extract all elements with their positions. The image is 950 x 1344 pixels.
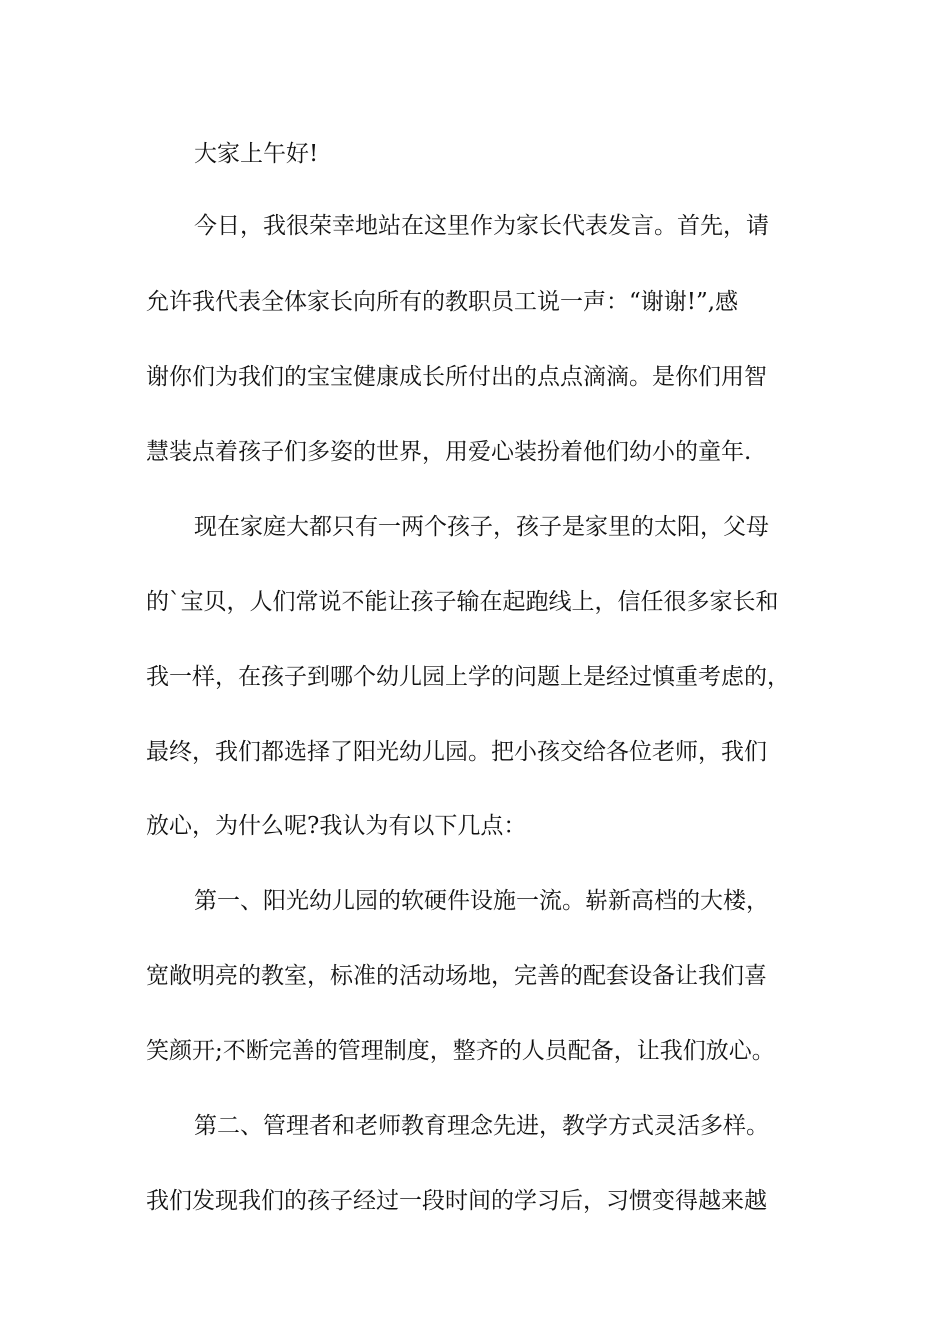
paragraph-line: 笑颜开;不断完善的管理制度，整齐的人员配备，让我们放心。 [146, 1038, 775, 1064]
paragraph-line: 最终，我们都选择了阳光幼儿园。把小孩交给各位老师，我们 [146, 739, 767, 765]
paragraph-line: 宽敞明亮的教室，标准的活动场地，完善的配套设备让我们喜 [146, 963, 767, 989]
paragraph-line: 允许我代表全体家长向所有的教职员工说一声：“谢谢!”,感 [146, 289, 739, 315]
paragraph-line: 第一、阳光幼儿园的软硬件设施一流。崭新高档的大楼， [194, 888, 769, 914]
paragraph-line: 第二、管理者和老师教育理念先进，教学方式灵活多样。 [194, 1113, 769, 1139]
greeting-line: 大家上午好! [194, 141, 319, 167]
paragraph-line: 今日，我很荣幸地站在这里作为家长代表发言。首先，请 [194, 213, 769, 239]
paragraph-line: 慧装点着孩子们多姿的世界，用爱心装扮着他们幼小的童年. [146, 439, 752, 465]
paragraph-line: 我一样，在孩子到哪个幼儿园上学的问题上是经过慎重考虑的， [146, 664, 790, 690]
paragraph-line: 现在家庭大都只有一两个孩子，孩子是家里的太阳，父母 [194, 514, 769, 540]
paragraph-line: 的`宝贝，人们常说不能让孩子输在起跑线上，信任很多家长和 [146, 589, 779, 615]
paragraph-line: 我们发现我们的孩子经过一段时间的学习后，习惯变得越来越 [146, 1188, 767, 1214]
paragraph-line: 放心，为什么呢?我认为有以下几点： [146, 813, 527, 839]
paragraph-line: 谢你们为我们的宝宝健康成长所付出的点点滴滴。是你们用智 [146, 364, 767, 390]
